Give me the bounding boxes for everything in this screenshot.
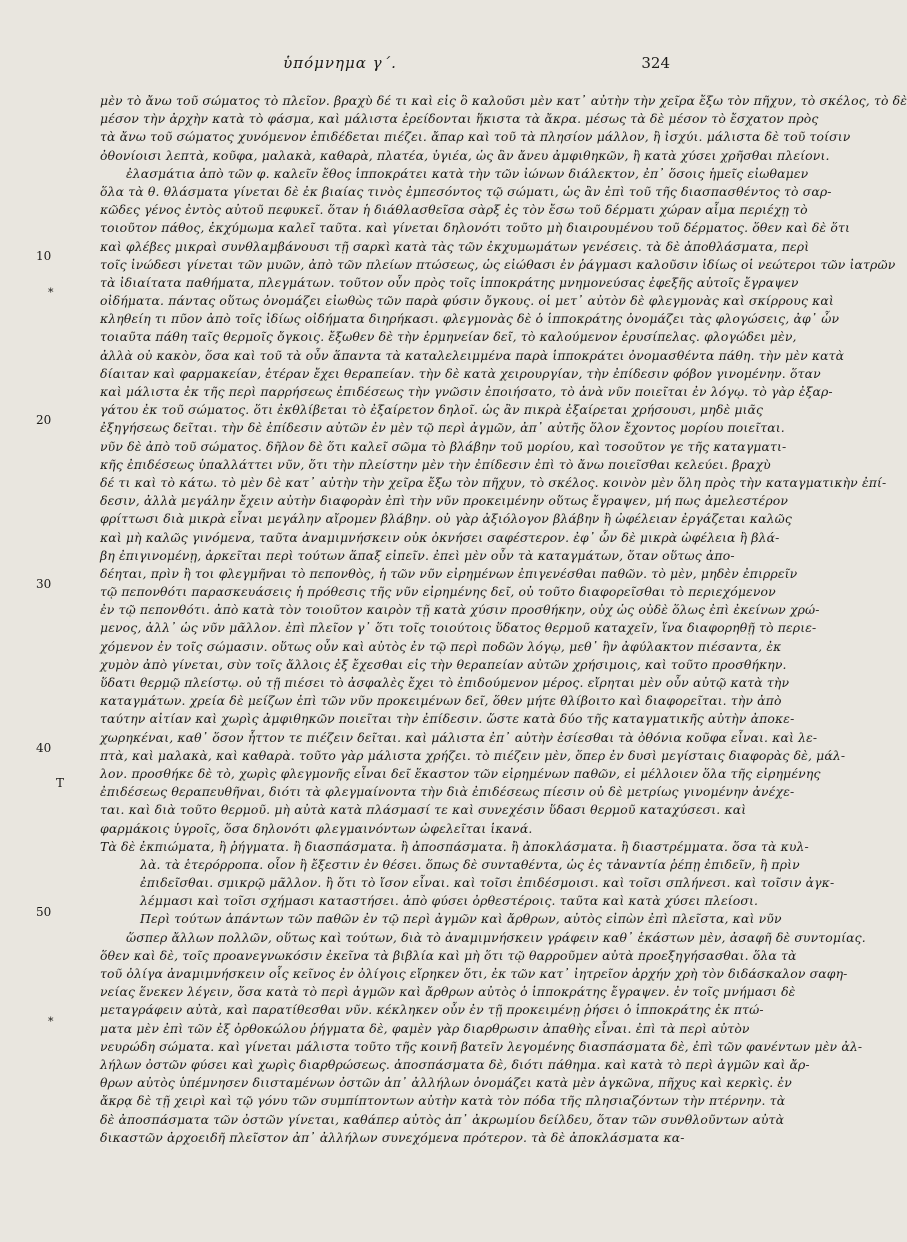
text-line: καὶ φλέβες μικραὶ συνθλαμβάνουσι τῇ σαρκὶ κατὰ τὰς τῶν ἐκχυμωμάτων γενέσεις. τὰ δὲ ἀποθλάσματα, περὶ xyxy=(100,238,810,254)
text-line: πτὰ, καὶ μαλακὰ, καὶ καθαρὰ. τοῦτο γὰρ μάλιστα χρήζει. τὸ πιέζειν μὲν, ὅπερ ἐν δυσὶ μεγίσταις διαφορὰς δὲ, μάλ- xyxy=(100,747,846,763)
text-line: θρων αὐτὸς ὑπέμνησεν διισταμένων ὀστῶν ἀπ᾽ ἀλλήλων ὀνομάζει κατὰ μὲν ἀγκῶνα, πῆχυς καὶ κερκὶς. ἐν xyxy=(100,1075,792,1091)
text-line: δίαιταν καὶ φαρμακείαν, ἑτέραν ἔχει θεραπείαν. τὴν δὲ κατὰ χειρουργίαν, τὴν ἐπίδεσιν φόβον γινομένην. ὅταν xyxy=(100,365,821,381)
text-line: νῦν δὲ ἀπὸ τοῦ σώματος. δῆλον δὲ ὅτι καλεῖ σῶμα τὸ βλάβην τοῦ μορίου, καὶ τοσοῦτον γε τῆς καταγματι- xyxy=(100,438,787,454)
text-line: καὶ μὴ καλῶς γινόμενα, ταῦτα ἀναμιμνήσκειν οὐκ ὀκνήσει σαφέστερον. ἐφ᾽ ὧν δὲ μικρὰ ὠφέλεια ἢ βλά- xyxy=(100,529,780,545)
text-line: ἐξηγήσεως δεῖται. τὴν δὲ ἐπίδεσιν αὐτῶν ἐν μὲν τῷ περὶ ἀγμῶν, ἀπ᾽ αὐτῆς ὅλον ἔχοντος μορίου ποιεῖται. xyxy=(100,420,785,436)
text-line: τὰ ἄνω τοῦ σώματος χυνόμενον ἐπιδέδεται πιέζει. ἄπαρ καὶ τοῦ τὰ πλησίον μάλλον, ἢ ἰσχύι. μάλιστα δὲ τοῦ τοίσιν xyxy=(100,129,851,145)
text-line: φαρμάκοις ὑγροῖς, ὅσα δηλονότι φλεγμαινόντων ὠφελεῖται ἱκανά. xyxy=(100,820,533,836)
text-line: χωρηκέναι, καθ᾽ ὅσον ἧττον τε πιέζειν δεῖται. καὶ μάλιστα ἐπ᾽ αὐτὴν ἐσίεσθαι τὰ ὀθόνια κοῦφα εἶναι. καὶ λε- xyxy=(100,729,818,745)
text-line: ὅθεν καὶ δὲ, τοῖς προανεγνωκόσιν ἐκεῖνα τὰ βιβλία καὶ μὴ ὅτι τῷ θαρροῦμεν αὐτὰ προεξηγήσασθαι. ὅλα τὰ xyxy=(100,947,797,963)
text-line: τοῖς ἰνώδεσι γίνεται τῶν μυῶν, ἀπὸ τῶν πλείων πτώσεως, ὡς εἰώθασι ἐν ῥάγμασι καλοῦσιν ἰδίως οἱ νεώτεροι τῶν ἰατρῶν xyxy=(100,256,896,272)
text-line: ματα μὲν ἐπὶ τῶν ἐξ ὀρθοκώλου ῥήγματα δὲ, φαμὲν γὰρ διαρθρωσιν ἀπαθὴς εἶναι. ἐπὶ τὰ περὶ αὐτὸν xyxy=(100,1020,750,1036)
line-number-10: 10 xyxy=(36,249,52,263)
text-line: ἐπιδεῖσθαι. σμικρῷ μᾶλλον. ἢ ὅτι τὸ ἴσον εἶναι. καὶ τοῖσι ἐπιδέσμοισι. καὶ τοῖσι σπλήνεσι. καὶ τοῖσιν ἀγκ- xyxy=(140,875,835,891)
running-head: ὑπόμνημα γ΄. xyxy=(283,54,397,72)
text-line: χόμενον ἐν τοῖς σώμασιν. οὕτως οὖν καὶ αὐτὸς ἐν τῷ περὶ ποδῶν λόγῳ, μεθ᾽ ἣν ἀφύλακτον πιέσαντα, ἐκ xyxy=(100,638,782,654)
margin-line-numbers xyxy=(0,0,100,1242)
text-line: κῶδες γένος ἐντὸς αὐτοῦ πεφυκεῖ. ὅταν ἡ διάθλασθεῖσα σὰρξ ἐς τὸν ἔσω τοῦ δέρματι χώραν αἷμα περιέχῃ τὸ xyxy=(100,202,808,218)
line-number-40: 40 xyxy=(36,741,52,755)
margin-star-1: * xyxy=(48,286,54,299)
page-number: 324 xyxy=(641,54,670,72)
text-line: μενος, ἀλλ᾽ ὡς νῦν μᾶλλον. ἐπὶ πλεῖον γ᾽ ὅτι τοῖς τοιούτοις ὕδατος θερμοῦ καταχεῖν, ἵνα διαφορηθῇ τὸ περιε- xyxy=(100,620,817,636)
text-line: ὕδατι θερμῷ πλείστῳ. οὐ τῇ πιέσει τὸ ἀσφαλὲς ἔχει τὸ ἐπιδούμενον μέρος. εἴρηται μὲν οὖν αὐτῷ κατὰ τὴν xyxy=(100,675,790,690)
text-line: χυμὸν ἀπὸ γίνεται, σὺν τοῖς ἄλλοις ἐξ ἔχεσθαι εἰς τὴν θεραπείαν αὐτῶν χρήσιμοις, καὶ τοῦτο προσθήκην. xyxy=(100,656,787,672)
text-line: ὅλα τὰ θ. θλάσματα γίνεται δὲ ἐκ βιαίας τινὸς ἐμπεσόντος τῷ σώματι, ὡς ἂν ἐπὶ τοῦ τῆς διασπασθέντος τὸ σαρ- xyxy=(100,183,832,199)
page-header xyxy=(0,54,800,76)
text-line: καταγμάτων. χρεία δὲ μείζων ἐπὶ τῶν νῦν προκειμένων δεῖ, ὅθεν μήτε θλίβοιτο καὶ διαφορεῖται. τὴν ἀπὸ xyxy=(100,693,782,709)
text-line: λήλων ὀστῶν φύσει καὶ χωρὶς διαρθρώσεως. ἀποσπάσματα δὲ, διότι πάθημα. καὶ κατὰ τὸ περὶ ἀγμῶν καὶ ἄρ- xyxy=(100,1056,810,1072)
text-line: δὲ ἀποσπάσματα τῶν ὀστῶν γίνεται, καθάπερ αὐτὸς ἀπ᾽ ἀκρωμίου δείλδευ, ὅταν τῶν συνθλοῦντων αὐτὰ xyxy=(100,1111,785,1127)
text-line: λὰ. τὰ ἑτερόρροπα. οἷον ἢ ἔξεστιν ἐν θέσει. ὅπως δὲ συνταθέντα, ὡς ἐς τἀναντία ῥέπῃ ἐπιδεῖν, ἢ πρὶν xyxy=(140,856,800,872)
text-line: ἐπιδέσεως θεραπευθῆναι, διότι τὰ φλεγμαίνοντα τὴν διὰ ἐπιδέσεως πίεσιν οὐ δὲ μετρίως γινομένην ἀνέχε- xyxy=(100,784,795,800)
text-line: ἄκρᾳ δὲ τῇ χειρὶ καὶ τῷ γόνυ τῶν συμπίπτοντων αὐτὴν κατὰ τὸν πόδα τῆς πλησιαζόντων τὴν πτέρνην. τὰ xyxy=(100,1093,786,1109)
text-line: τῷ πεπονθότι παρασκευάσεις ἡ πρόθεσις τῆς νῦν εἰρημένης δεῖ, οὐ τοῦτο διαφορεῖσθαι τὸ περιεχόμενον xyxy=(100,584,776,600)
text-line: ἐλασμάτια ἀπὸ τῶν φ. καλεῖν ἔθος ἱπποκράτει κατὰ τὴν τῶν ἰώνων διάλεκτον, ἐπ᾽ ὅσοις ἡμεῖς εἰωθαμεν xyxy=(126,165,809,181)
text-line: κῆς ἐπιδέσεως ὑπαλλάττει νῦν, ὅτι τὴν πλείστην μὲν τὴν ἐπίδεσιν ἐπὶ τὸ ἄνω ποιεῖσθαι κελεύει. βραχὺ xyxy=(100,456,771,472)
text-line: Περὶ τούτων ἁπάντων τῶν παθῶν ἐν τῷ περὶ ἀγμῶν καὶ ἄρθρων, αὐτὸς εἰπὼν ἐπὶ πλεῖστα, καὶ νῦν xyxy=(140,911,782,927)
text-line: τοιοῦτον πάθος, ἐκχύμωμα καλεῖ ταῦτα. καὶ γίνεται δηλονότι τοῦτο μὴ διαιρουμένου τοῦ δέρματος. ὅθεν καὶ δὲ ὅτι xyxy=(100,220,851,236)
main-text-block xyxy=(100,92,907,1165)
text-line: τὰ ἰδιαίτατα παθήματα, πλεγμάτων. τοῦτον οὖν πρὸς τοῖς ἱπποκράτης μνημονεύσας ἐφεξῆς αὐτοῖς ἔγραψεν xyxy=(100,274,799,290)
text-line: μὲν τὸ ἄνω τοῦ σώματος τὸ πλεῖον. βραχὺ δέ τι καὶ εἰς ὃ καλοῦσι μὲν κατ᾽ αὐτὴν τὴν χεῖρα ἔξω τὸν πῆχυν, τὸ σκέλος, τὸ δὲ xyxy=(100,93,907,108)
text-line: ται. καὶ διὰ τοῦτο θερμοῦ. μὴ αὐτὰ κατὰ πλάσμασί τε καὶ συνεχέσιν ὕδασι θερμοῦ καταχύσεσι. καὶ xyxy=(100,802,747,818)
text-line: ὥσπερ ἄλλων πολλῶν, οὕτως καὶ τούτων, διὰ τὸ ἀναμιμνήσκειν γράφειν καθ᾽ ἑκάστων μὲν, ἀσαφῆ δὲ συντομίας. xyxy=(126,929,866,945)
text-line: μεταγράφειν αὐτὰ, καὶ παρατίθεσθαι νῦν. κέκληκεν οὖν ἐν τῇ προκειμένῃ ῥήσει ὁ ἱπποκράτης ἐκ πτώ- xyxy=(100,1002,764,1018)
text-line: δεσιν, ἀλλὰ μεγάλην ἔχειν αὐτὴν διαφορὰν ἐπὶ τὴν νῦν προκειμένην οὕτως ἔγραψεν, μή πως ἀμελεστέρον xyxy=(100,493,789,509)
line-number-30: 30 xyxy=(36,577,52,591)
text-line: ὀθονίοισι λεπτὰ, κοῦφα, μαλακὰ, καθαρὰ, πλατέα, ὑγιέα, ὡς ἂν ἄνευ ἀμφιθηκῶν, ἢ κατὰ χύσει χρῆσθαι πλείονι. xyxy=(100,147,830,163)
text-line: λον. προσθήκε δὲ τὸ, χωρὶς φλεγμονῆς εἶναι δεῖ ἕκαστον τῶν εἰρημένων παθῶν, εἰ μέλλοιεν ὅλα τῆς εἰρημένης xyxy=(100,765,821,781)
text-line: μέσον τὴν ἀρχὴν κατὰ τὸ φάσμα, καὶ μάλιστα ἐρείδονται ἥκιστα τὰ ἄκρα. μέσως τὰ δὲ μέσον τὸ ἔσχατον πρὸς xyxy=(100,111,819,127)
line-number-50: 50 xyxy=(36,905,52,919)
text-line: δικαστῶν ἀρχοειδῆ πλεῖστον ἀπ᾽ ἀλλήλων συνεχόμενα πρότερον. τὰ δὲ ἀποκλάσματα κα- xyxy=(100,1129,685,1145)
text-line: οἰδήματα. πάντας οὕτως ὀνομάζει εἰωθὼς τῶν παρὰ φύσιν ὄγκους. οἱ μετ᾽ αὐτὸν δὲ φλεγμονὰς καὶ σκίρρους καὶ xyxy=(100,293,834,309)
text-line: νευρώδη σώματα. καὶ γίνεται μάλιστα τοῦτο τῆς κοινῆ βατεῖν λεγομένης διασπάσματα δὲ, ἐπὶ τῶν φανέντων μὲν ἀλ- xyxy=(100,1038,863,1054)
text-line xyxy=(100,1147,690,1165)
text-line: Τὰ δὲ ἐκπιώματα, ἢ ῥήγματα. ἢ διασπάσματα. ἢ ἀποσπάσματα. ἢ ἀποκλάσματα. ἢ διαστρέμματα. ὅσα τὰ κυλ- xyxy=(100,838,809,854)
text-line: φρίττωσι διὰ μικρὰ εἶναι μεγάλην αἴρομεν βλάβην. οὐ γὰρ ἀξιόλογον βλάβην ἢ ὠφέλειαν ἐργάζεται καλῶς xyxy=(100,511,792,527)
text-line: γάτου ἐκ τοῦ σώματος. ὅτι ἐκθλίβεται τὸ ἐξαίρετον δηλοῖ. ὡς ἂν πικρὰ ἐξαίρεται χρήσουσι, μηδὲ μιᾶς xyxy=(100,402,764,418)
text-line: δέηται, πρὶν ἢ τοι φλεγμῆναι τὸ πεπονθὸς, ἡ τῶν νῦν εἰρημένων ἐπιγενέσθαι παθῶν. τὸ μὲν, μηδὲν ἐπιρρεῖν xyxy=(100,565,798,581)
margin-letter-t: T xyxy=(56,776,65,790)
line-number-20: 20 xyxy=(36,413,52,427)
text-line: καὶ μάλιστα ἐκ τῆς περὶ παρρήσεως ἐπιδέσεως τὴν γνῶσιν ἐποιήσατο, τὸ ἀνὰ νῦν ποιεῖται ἐν λόγῳ. τὸ γὰρ ἐξαρ- xyxy=(100,384,833,399)
margin-star-2: * xyxy=(48,1015,54,1028)
text-line: ἀλλὰ οὐ κακὸν, ὅσα καὶ τοῦ τὰ οὖν ἅπαντα τὰ καταλελειμμένα παρὰ ἱπποκράτει ὀνομασθέντα πάθη. τὴν μὲν κατὰ xyxy=(100,347,845,363)
text-line: τοῦ ὀλίγα ἀναμιμνήσκειν οἷς κεῖνος ἐν ὀλίγοις εἴρηκεν ὅτι, ἐκ τῶν κατ᾽ ἰητρεῖον ἀρχήν χρὴ τὸν διδάσκαλον σαφη- xyxy=(100,966,848,981)
text-line: νείας ἕνεκεν λέγειν, ὅσα κατὰ τὸ περὶ ἀγμῶν καὶ ἄρθρων αὐτὸς ὁ ἱπποκράτης ἔγραψεν. ἐν τοῖς μνήμασι δὲ xyxy=(100,984,796,1000)
text-line: τοιαῦτα πάθη ταῖς θερμοῖς ὄγκοις. ἔξωθεν δὲ τὴν ἑρμηνείαν δεῖ, τὸ καλούμενον ἐρυσίπελας. φλογώδει μὲν, xyxy=(100,329,797,345)
text-line: ταύτην αἰτίαν καὶ χωρὶς ἀμφιθηκῶν ποιεῖται τὴν ἐπίδεσιν. ὥστε κατὰ δύο τῆς καταγματικῆς αὐτὴν ἀποκε- xyxy=(100,711,795,727)
text-line: λέμμασι καὶ τοῖσι σχήμασι καταστήσει. ἀπὸ φύσει ὀρθεστέροις. ταῦτα καὶ κατὰ χύσει πλείοσι. xyxy=(140,893,759,909)
text-line: βη ἐπιγινομένῃ, ἀρκεῖται περὶ τούτων ἅπαξ εἰπεῖν. ἐπεὶ μὲν οὖν τὰ καταγμάτων, ὅταν οὕτως ἀπο- xyxy=(100,547,735,563)
text-line: κληθείη τι πῦον ἀπὸ τοῖς ἰδίως οἰδήματα διηρήκασι. φλεγμονὰς δὲ ὁ ἱπποκράτης ὀνομάζει τὰς φλογώσεις, ἀφ᾽ ὧν xyxy=(100,311,840,327)
text-line: ἐν τῷ πεπονθότι. ἀπὸ κατὰ τὸν τοιοῦτον καιρὸν τῇ κατὰ χύσιν προσθήκην, οὐχ ὡς οὐδὲ ὅλως ἐπὶ ἐκείνων χρώ- xyxy=(100,602,820,618)
text-line: δέ τι καὶ τὸ κάτω. τὸ μὲν δὲ κατ᾽ αὐτὴν τὴν χεῖρα ἔξω τὸν πῆχυν, τὸ σκέλος. κοινὸν μὲν ὅλη πρὸς τὴν καταγματικὴν ἐπί- xyxy=(100,474,887,490)
